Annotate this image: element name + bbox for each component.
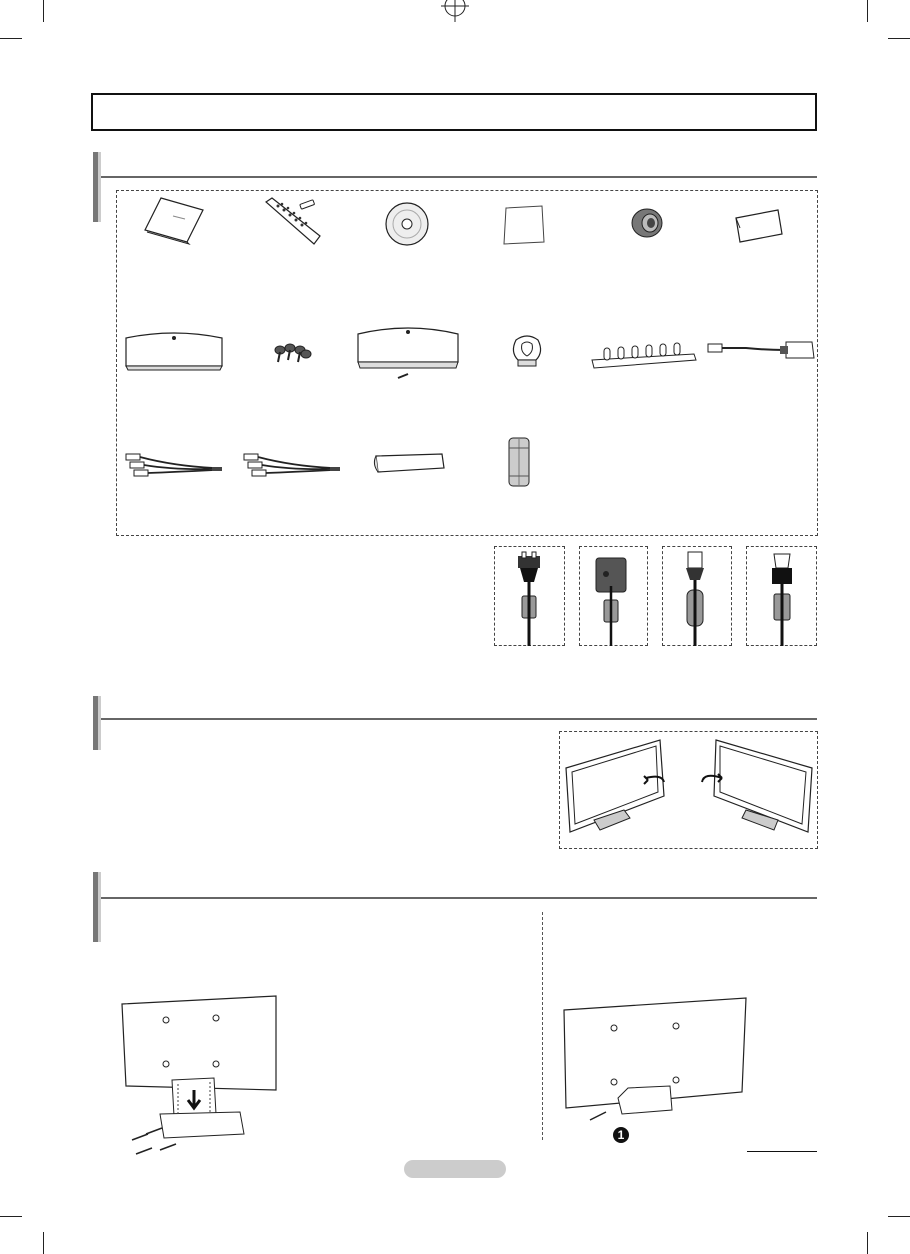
crop-mark <box>43 0 44 22</box>
battery-icon <box>372 452 446 474</box>
tv-back-stand-icon <box>120 994 280 1154</box>
section-marker <box>93 696 98 750</box>
scart-adapter-icon <box>706 338 816 364</box>
cable-holder-icon <box>510 334 544 368</box>
crop-mark <box>43 1232 44 1254</box>
tv-back-assembled-icon <box>560 996 750 1134</box>
manual-icon <box>143 196 205 244</box>
section-marker <box>93 872 98 942</box>
ferrite-core-icon <box>506 434 532 490</box>
crop-mark <box>888 1216 910 1217</box>
lan-cable-icon <box>678 550 714 646</box>
stand-cover-icon <box>124 326 224 372</box>
screws-icon <box>272 340 312 364</box>
section-rule <box>101 718 817 720</box>
tv-swivel-right-icon <box>702 736 814 832</box>
hdmi-cable-icon <box>764 552 800 646</box>
cable-tie-icon <box>590 340 698 370</box>
section-rule <box>101 176 817 178</box>
card-icon <box>734 208 784 244</box>
cleaning-cloth-icon <box>502 204 546 246</box>
crop-mark <box>0 1216 22 1217</box>
crop-mark <box>888 38 910 39</box>
cd-icon <box>385 202 429 246</box>
ferrite-ring-icon <box>630 206 664 240</box>
column-divider <box>542 912 543 1140</box>
section-marker <box>93 152 98 222</box>
step-marker-number: 1 <box>617 1128 625 1142</box>
power-plug-icon <box>594 556 632 646</box>
crop-mark <box>0 38 22 39</box>
stand-base-icon <box>356 322 460 384</box>
page-number-pill <box>404 1160 506 1178</box>
av-cable-icon <box>124 446 224 480</box>
section-rule <box>101 897 817 899</box>
registration-mark-icon <box>441 0 469 22</box>
crop-mark <box>867 1232 868 1254</box>
continue-rule <box>747 1151 817 1152</box>
power-cord-icon <box>512 552 548 646</box>
tv-swivel-left-icon <box>564 736 674 832</box>
remote-control-icon <box>262 196 322 250</box>
crop-mark <box>867 0 868 22</box>
page-title-box <box>91 93 817 131</box>
component-cable-icon <box>242 446 342 480</box>
